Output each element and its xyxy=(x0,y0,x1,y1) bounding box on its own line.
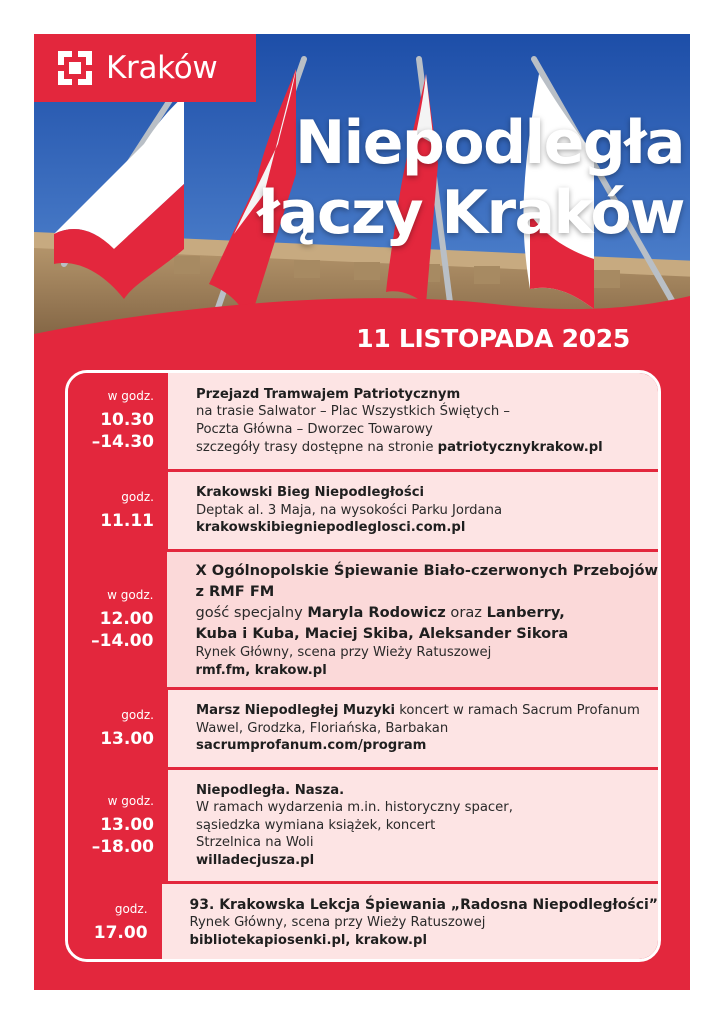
event-link[interactable]: willadecjusza.pl xyxy=(196,852,315,868)
event-link[interactable]: patriotycznykrakow.pl xyxy=(437,439,603,455)
schedule-table xyxy=(65,370,661,962)
event-line: Strzelnica na Woli xyxy=(196,835,314,851)
time-end: –14.00 xyxy=(91,630,154,651)
event-title: Marsz Niepodległej Muzyki xyxy=(196,703,396,719)
event-title: 93. Krakowska Lekcja Śpiewania „Radosna Niepodległości” xyxy=(189,896,658,913)
time-cell xyxy=(68,690,168,767)
time-start: 12.00 xyxy=(99,608,154,629)
event-title: Niepodległa. Nasza. xyxy=(196,782,345,798)
event-place: Rynek Główny, scena przy Wieży Ratuszowej xyxy=(195,644,492,660)
schedule-row-run xyxy=(68,472,658,549)
event-link[interactable]: rmf.fm, krakow.pl xyxy=(195,662,327,678)
event-line: Wawel, Grodzka, Floriańska, Barbakan xyxy=(196,720,449,736)
event-link[interactable]: krakowskibiegniepodleglosci.com.pl xyxy=(196,520,466,536)
time-start: 17.00 xyxy=(93,923,148,943)
event-line: W ramach wydarzenia m.in. historyczny spacer, xyxy=(196,800,513,816)
logo-text: Kraków xyxy=(106,49,218,86)
info-cell xyxy=(168,770,658,881)
time-prefix: w godz. xyxy=(107,389,154,403)
event-link[interactable]: sacrumprofanum.com/program xyxy=(196,738,427,754)
event-title: Przejazd Tramwajem Patriotycznym xyxy=(196,386,461,402)
info-cell xyxy=(168,690,658,767)
event-title-cont: z RMF FM xyxy=(195,582,275,600)
time-prefix: w godz. xyxy=(107,793,154,808)
event-line: Deptak al. 3 Maja, na wysokości Parku Jordana xyxy=(196,502,503,518)
event-text: szczegóły trasy dostępne na stronie xyxy=(196,439,438,455)
time-prefix: godz. xyxy=(114,902,148,916)
event-line: sąsiedzka wymiana książek, koncert xyxy=(196,817,436,833)
time-cell xyxy=(68,472,168,549)
event-text: koncert w ramach Sacrum Profanum xyxy=(395,703,640,719)
poster xyxy=(34,34,690,990)
event-line: Poczta Główna – Dworzec Towarowy xyxy=(196,422,433,437)
guest-names: Kuba i Kuba, Maciej Skiba, Aleksander Sikora xyxy=(195,624,569,642)
schedule-row-lesson xyxy=(68,884,658,962)
guest-name: Maryla Rodowicz xyxy=(307,603,446,621)
page-title xyxy=(214,108,684,248)
info-cell xyxy=(168,373,658,469)
schedule-row-march xyxy=(68,690,658,767)
guest-name: Lanberry, xyxy=(486,603,565,621)
time-cell xyxy=(68,770,168,881)
info-cell xyxy=(168,472,658,549)
event-line: na trasie Salwator – Plac Wszystkich Świętych – xyxy=(196,404,510,420)
info-cell xyxy=(162,884,658,962)
event-guests xyxy=(195,602,658,623)
time-cell xyxy=(68,552,167,687)
title-line-2: łączy Kraków xyxy=(257,178,684,248)
event-date: 11 LISTOPADA 2025 xyxy=(356,324,630,353)
time-end: –14.30 xyxy=(91,432,154,452)
time-start: 13.00 xyxy=(100,814,154,835)
event-line: Rynek Główny, scena przy Wieży Ratuszowej xyxy=(189,915,486,931)
time-start: 10.30 xyxy=(100,410,154,430)
time-cell xyxy=(68,373,168,469)
event-link[interactable]: bibliotekapiosenki.pl, krakow.pl xyxy=(189,932,427,948)
time-start: 13.00 xyxy=(100,728,154,749)
time-prefix: w godz. xyxy=(107,587,154,602)
schedule-row-tram xyxy=(68,373,658,469)
event-title: Krakowski Bieg Niepodległości xyxy=(196,485,425,501)
header-photo xyxy=(34,34,690,354)
schedule-row-villa xyxy=(68,770,658,881)
event-text: oraz xyxy=(445,603,487,621)
info-cell xyxy=(167,552,658,687)
time-start: 11.11 xyxy=(100,510,154,531)
krakow-logo-icon xyxy=(58,51,92,85)
time-prefix: godz. xyxy=(121,489,154,504)
time-end: –18.00 xyxy=(91,836,154,857)
time-cell xyxy=(68,884,162,962)
time-prefix: godz. xyxy=(121,707,154,722)
event-title: X Ogólnopolskie Śpiewanie Biało-czerwonych Przebojów xyxy=(195,561,658,579)
logo[interactable] xyxy=(34,34,256,102)
schedule-row-singing xyxy=(68,552,658,687)
title-line-1: Niepodległa xyxy=(294,108,684,178)
event-title-line xyxy=(196,702,658,720)
event-text: gość specjalny xyxy=(195,603,308,621)
event-line xyxy=(196,439,658,457)
